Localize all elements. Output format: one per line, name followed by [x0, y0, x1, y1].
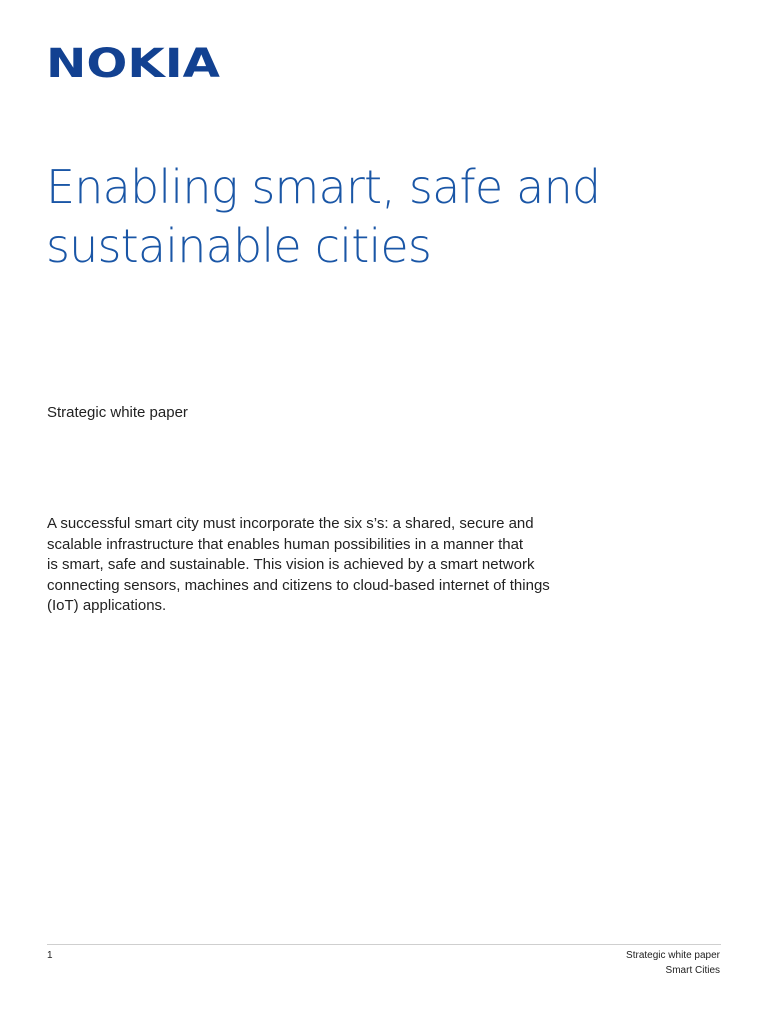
abstract-line-3: is smart, safe and sustainable. This vision is achieved by a smart network — [47, 556, 535, 573]
abstract-line-1: A successful smart city must incorporate the six s’s: a shared, secure and — [47, 515, 534, 532]
nokia-logo — [46, 40, 222, 86]
abstract-line-2: scalable infrastructure that enables human possibilities in a manner that — [47, 535, 524, 553]
abstract-line-4: connecting sensors, machines and citizens to cloud-based internet of things — [47, 576, 550, 594]
abstract-paragraph — [47, 514, 727, 617]
footer-divider — [47, 944, 721, 945]
document-title-line-2: sustainable cities — [46, 219, 432, 273]
footer-doc-topic: Smart Cities — [665, 965, 720, 976]
page-number: 1 — [47, 950, 53, 961]
footer-doc-type: Strategic white paper — [626, 950, 720, 961]
document-title — [46, 158, 726, 276]
document-subtitle: Strategic white paper — [47, 404, 188, 421]
nokia-logo-text: NOKIA — [46, 41, 221, 86]
document-title-line-1: Enabling smart, safe and — [46, 160, 601, 214]
footer-doc-info — [626, 948, 720, 978]
abstract-line-5: (IoT) applications. — [47, 597, 167, 614]
nokia-logo-icon — [46, 40, 222, 86]
